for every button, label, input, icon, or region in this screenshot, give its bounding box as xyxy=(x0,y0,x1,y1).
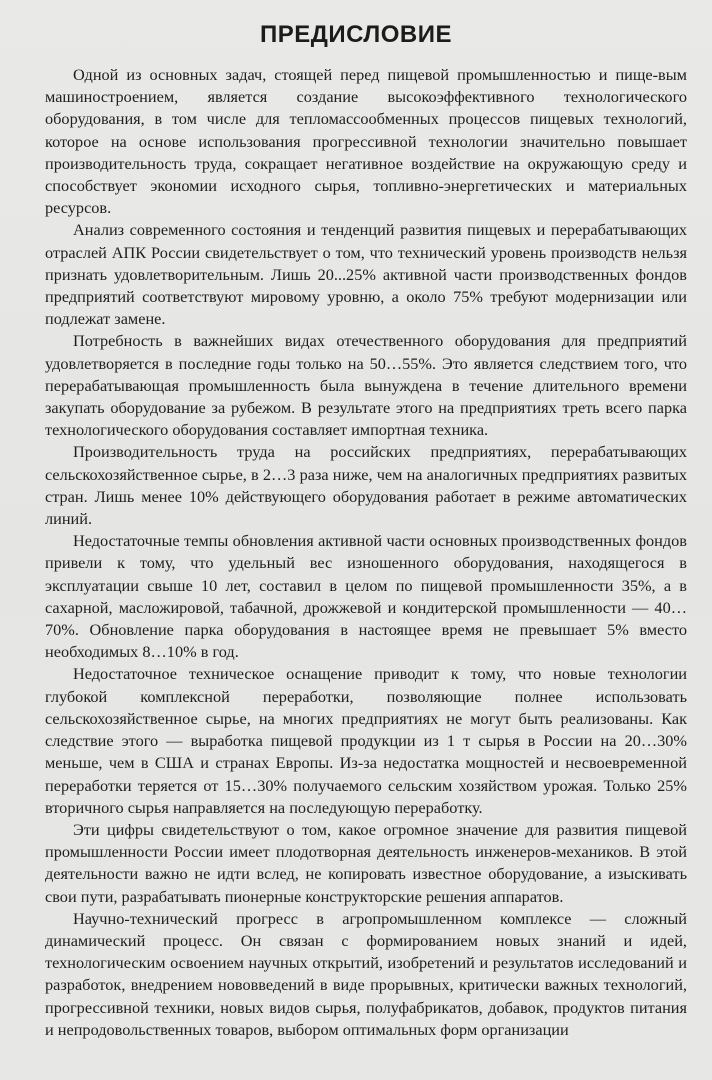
paragraph-8: Научно-технический прогресс в агропромышленном комплексе — сложный динамический процесс. Он связан с формированием новых знаний и идей, технологическим освоением научных открытий, изобретений и результатов исследований и разработок, внедрением нововведений в виде прорывных, критически важных технологий, прогрессивной техники, новых видов сырья, полуфабрикатов, добавок, продуктов питания и непродовольственных товаров, выбором оптимальных форм организации xyxy=(45,908,687,1039)
paragraph-4: Производительность труда на российских предприятиях, перерабатывающих сельскохозяйственное сырье, в 2…3 раза ниже, чем на аналогичных предприятиях развитых стран. Лишь менее 10% действующего оборудования работает в режиме автоматических линий. xyxy=(45,442,687,529)
paragraph-7: Эти цифры свидетельствуют о том, какое огромное значение для развития пищевой промышленности России имеет плодотворная деятельность инженеров-механиков. В этой деятельности важно не идти вслед, не копировать известное оборудование, а изыскивать свои пути, разрабатывать пионерные конструкторские решения аппаратов. xyxy=(45,819,687,906)
paragraph-2: Анализ современного состояния и тенденций развития пищевых и перерабатывающих отраслей АПК России свидетельствует о том, что технический уровень производств нельзя признать удовлетворительным. Лишь 20...25% активной части производственных фондов предприятий соответствуют мировому уровню, а около 75% требуют модернизации или подлежат замене. xyxy=(45,220,687,329)
page-title: ПРЕДИСЛОВИЕ xyxy=(260,21,452,48)
preface-body xyxy=(45,64,687,1041)
paragraph-6: Недостаточное техническое оснащение приводит к тому, что новые технологии глубокой комплексной переработки, позволяющие полнее использовать сельскохозяйственное сырье, на многих предприятиях не могут быть реализованы. Как следствие этого — выработка пищевой продукции из 1 т сырья в России на 20…30% меньше, чем в США и странах Европы. Из-за недостатка мощностей и несвоевременной переработки теряется от 15…30% получаемого сельским хозяйством урожая. Только 25% вторичного сырья направляется на последующую переработку. xyxy=(45,664,687,817)
paragraph-3: Потребность в важнейших видах отечественного оборудования для предприятий удовлетворяется в последние годы только на 50…55%. Это является следствием того, что перерабатывающая промышленность была вынуждена в течение длительного времени закупать оборудование за рубежом. В результате этого на предприятиях треть всего парка технологического оборудования составляет импортная техника. xyxy=(45,331,687,440)
paragraph-1: Одной из основных задач, стоящей перед пищевой промышленностью и пище-вым машиностроением, является создание высокоэффективного технологического оборудования, в том числе для тепломассообменных процессов пищевых технологий, которое на основе использования прогрессивной технологии значительно повышает производительность труда, сокращает негативное воздействие на окружающую среду и способствует экономии исходного сырья, топливно-энергетических и материальных ресурсов. xyxy=(45,65,687,218)
paragraph-5: Недостаточные темпы обновления активной части основных производственных фондов привели к тому, что удельный вес изношенного оборудования, находящегося в эксплуатации свыше 10 лет, составил в целом по пищевой промышленности 35%, а в сахарной, масложировой, табачной, дрожжевой и кондитерской промышленности — 40…70%. Обновление парка оборудования в настоящее время не превышает 5% вместо необходимых 8…10% в год. xyxy=(45,531,687,662)
